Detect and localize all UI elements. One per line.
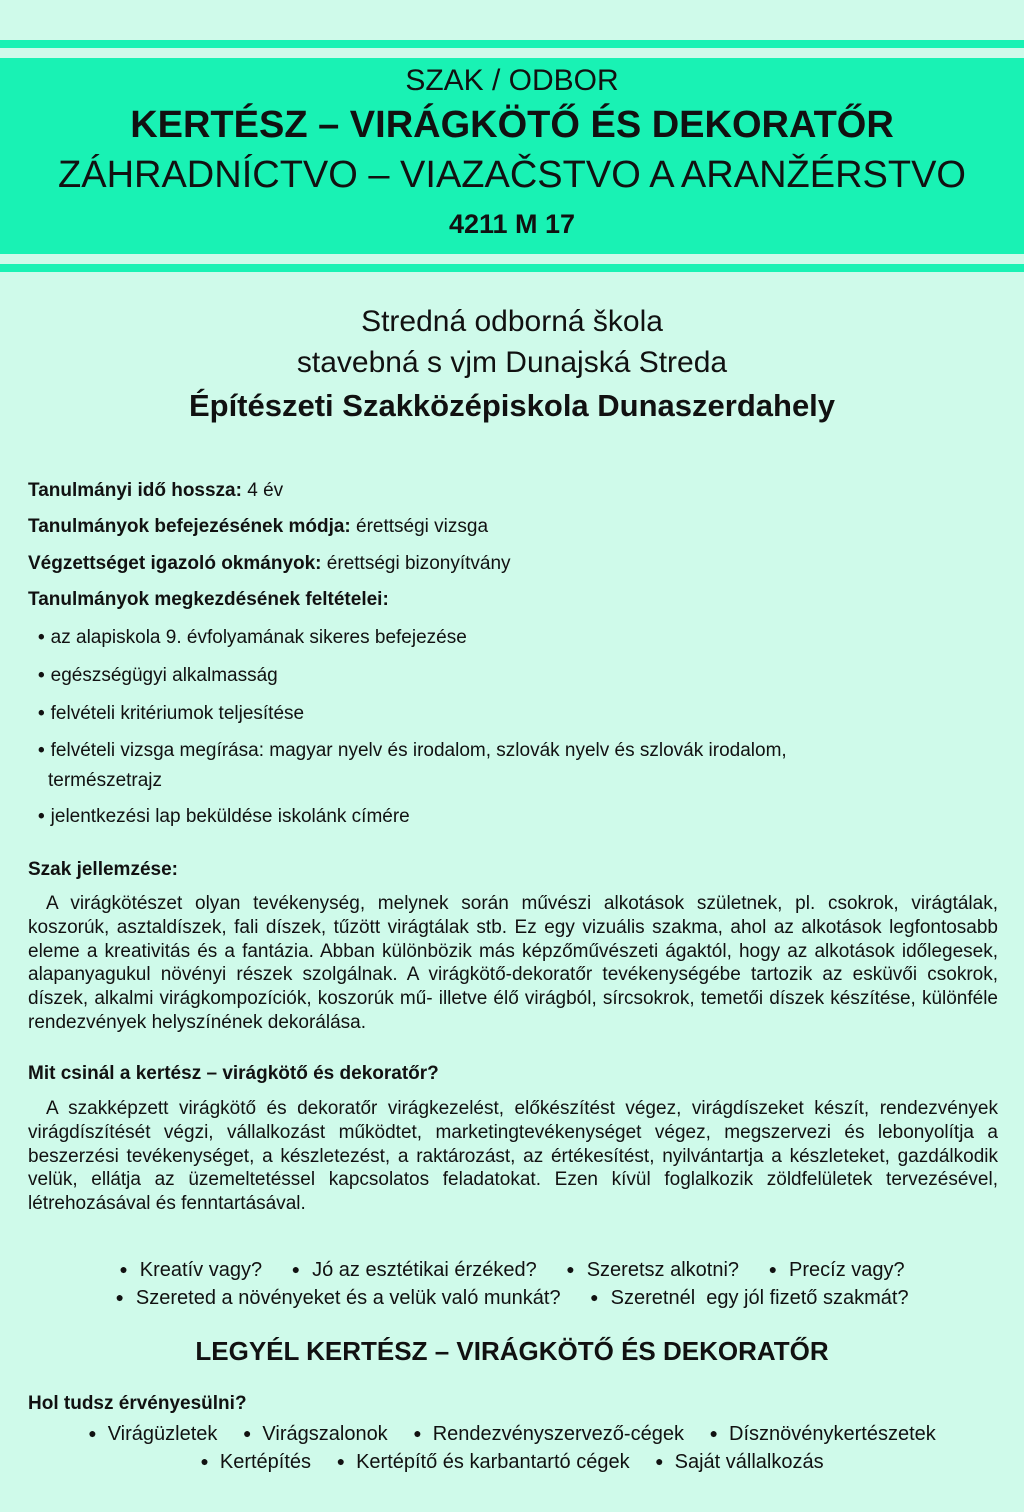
section-title-characteristics: Szak jellemzése: — [28, 859, 178, 880]
paragraph-duties: A szakképzett virágkötő és dekoratőr virágkezelést, előkészítést végez, virágdíszeket készít, rendezvények virágdíszítését végzi, vállalkozást működtet, marketingtevékenységet végez, megszervezi és lebonyolítja a beszerzési tevékenységet, a készletezést, a raktározást, az értékesítést, nyilvántartja a készleteket, gazdálkodik velük, ellátja az üzemeltetéssel kapcsolatos feladatokat. Ezen kívül foglalkozik zöldfelületek tervezésével, létrehozásával és fenntartásával. — [28, 1098, 998, 1215]
school-name-sk-1: Stredná odborná škola — [361, 305, 663, 338]
field-value: érettségi vizsga — [350, 516, 489, 537]
question-item: ● Jó az esztétikai érzéked? — [291, 1259, 537, 1281]
bullet-icon: • — [38, 740, 45, 761]
bullet-icon: • — [38, 806, 45, 827]
bullet-icon: • — [38, 703, 45, 724]
header-title-hu: KERTÉSZ – VIRÁGKÖTŐ ÉS DEKORATŐR — [130, 104, 894, 146]
list-item: • jelentkezési lap beküldése iskolánk címére — [38, 806, 410, 827]
bullet-icon: ● — [336, 1453, 346, 1469]
question-item: ● Precíz vagy? — [768, 1259, 905, 1281]
questions-row-2 — [0, 1287, 1024, 1310]
career-item: ● Virágüzletek — [88, 1423, 218, 1445]
header-title-sk: ZÁHRADNÍCTVO – VIAZAČSTVO A ARANŽÉRSTVO — [58, 154, 966, 196]
bullet-icon: • — [38, 665, 45, 686]
careers-row-1 — [0, 1423, 1024, 1446]
bullet-icon: ● — [200, 1453, 209, 1469]
bullet-icon: ● — [413, 1425, 422, 1441]
career-item: ● Dísznövénykertészetek — [709, 1423, 936, 1445]
field-duration — [28, 480, 283, 502]
bullet-icon: ● — [88, 1425, 97, 1441]
header-bottom-stripe — [0, 264, 1024, 272]
list-item: • egészségügyi alkalmasság — [38, 665, 278, 686]
career-item: ● Saját vállalkozás — [655, 1451, 824, 1473]
list-item: • felvételi kritériumok teljesítése — [38, 703, 305, 724]
career-item: ● Kertépítő és karbantartó cégek — [336, 1451, 630, 1473]
bullet-icon: ● — [242, 1425, 252, 1441]
header-band — [0, 58, 1024, 254]
list-item: • az alapiskola 9. évfolyamának sikeres befejezése — [38, 627, 467, 648]
bullet-icon: ● — [768, 1261, 778, 1277]
field-completion — [28, 516, 488, 538]
question-item: ● Szereted a növényeket és a velük való munkát? — [115, 1287, 561, 1309]
paragraph-characteristics: A virágkötészet olyan tevékenység, melynek során művészi alkotások születnek, pl. csokrok, virágtálak, koszorúk, asztaldíszek, fali díszek, tűzött virágtálak stb. Ez egy vizuális szakma, ahol az alkotások legfontosabb eleme a kreativitás és a fantázia. Abban különbözik más képzőművészeti ágaktól, hogy az alkotások időlegesek, alapanyagukul növényi részek szolgálnak. A virágkötő-dekoratőr tevékenységébe tartozik az esküvői csokrok, díszek, alkalmi virágkompozíciók, koszorúk mű- illetve élő virágból, sírcsokrok, temetői díszek készítése, különféle rendezvények helyszínének dekorálása. — [28, 893, 998, 1033]
school-name-hu: Építészeti Szakközépiskola Dunaszerdahely — [188, 388, 836, 423]
career-item: ● Kertépítés — [200, 1451, 312, 1473]
bullet-icon: • — [38, 627, 45, 648]
question-item: ● Szeretsz alkotni? — [566, 1259, 740, 1281]
header-top-stripe — [0, 40, 1024, 48]
field-label: Tanulmányi idő hossza: — [28, 480, 242, 501]
bullet-icon: ● — [119, 1261, 128, 1277]
bullet-icon: ● — [655, 1453, 664, 1469]
field-value: érettségi bizonyítvány — [321, 553, 511, 574]
field-label: Tanulmányok megkezdésének feltételei: — [28, 589, 389, 610]
school-name-sk-2: stavebná s vjm Dunajská Streda — [296, 346, 728, 379]
header-code: 4211 M 17 — [448, 209, 576, 239]
question-item: ● Szeretnél egy jól fizető szakmát? — [590, 1287, 909, 1309]
field-value: 4 év — [241, 480, 284, 501]
list-item-continuation: természetrajz — [48, 770, 163, 791]
list-item: • felvételi vizsga megírása: magyar nyelv és irodalom, szlovák nyelv és szlovák irodalom, — [38, 740, 787, 761]
bullet-icon: ● — [291, 1261, 301, 1277]
section-title-duties: Mit csinál a kertész – virágkötő és dekoratőr? — [28, 1063, 439, 1084]
careers-row-2 — [0, 1451, 1024, 1474]
section-title-careers: Hol tudsz érvényesülni? — [28, 1393, 247, 1414]
slogan: LEGYÉL KERTÉSZ – VIRÁGKÖTŐ ÉS DEKORATŐR — [195, 1336, 829, 1366]
bullet-icon: ● — [566, 1261, 575, 1277]
bullet-icon: ● — [709, 1425, 718, 1441]
career-item: ● Virágszalonok — [242, 1423, 388, 1445]
header-odbor: SZAK / ODBOR — [405, 64, 619, 97]
questions-row-1 — [0, 1259, 1024, 1282]
field-label: Tanulmányok befejezésének módja: — [28, 516, 351, 537]
field-certificate — [28, 553, 511, 575]
bullet-icon: ● — [115, 1289, 124, 1305]
question-item: ● Kreatív vagy? — [119, 1259, 263, 1281]
bullet-icon: ● — [590, 1289, 599, 1305]
career-item: ● Rendezvényszervező-cégek — [413, 1423, 684, 1445]
field-label: Végzettséget igazoló okmányok: — [28, 553, 322, 574]
field-conditions — [28, 589, 389, 611]
